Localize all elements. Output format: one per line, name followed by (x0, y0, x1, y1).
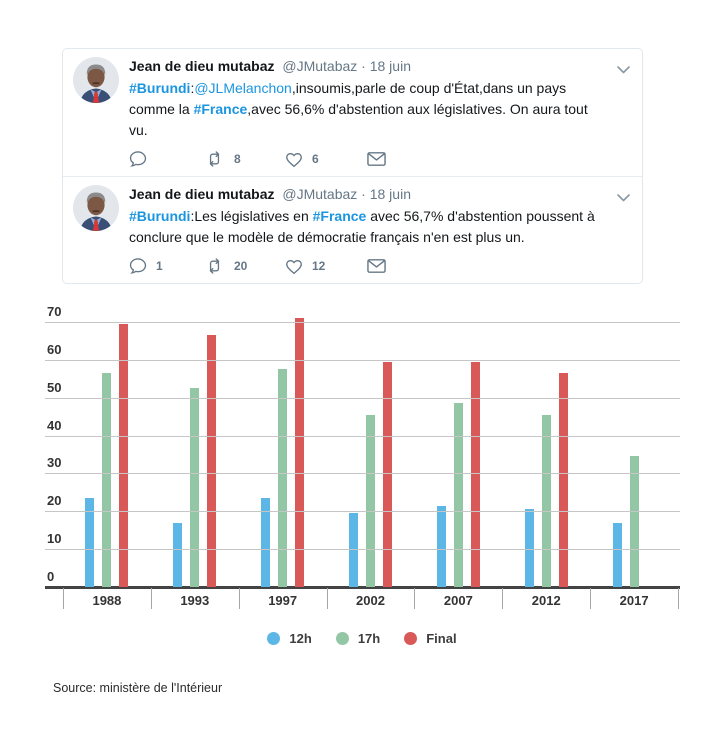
y-axis-tick-label: 60 (47, 341, 62, 357)
x-axis-tick-label: 2002 (356, 593, 385, 608)
envelope-icon (367, 151, 386, 167)
envelope-icon (367, 258, 386, 274)
bar-chart-plot-area (45, 304, 680, 587)
y-axis-tick-label: 10 (47, 531, 62, 547)
legend-label: 12h (289, 631, 312, 646)
avatar[interactable] (73, 57, 119, 103)
bar-12h-1993 (173, 523, 182, 587)
tweet-text-segment: avec 56,7% d'abstention poussent à conclure que le modèle de démocratie français n'en est plus un. (129, 208, 595, 245)
y-axis-tick-label: 50 (47, 379, 62, 395)
gridline (45, 398, 680, 399)
tweet-card-2[interactable] (63, 177, 642, 283)
bar-17h-2017 (630, 456, 639, 587)
x-axis-tick-label: 2007 (443, 593, 473, 608)
tweet-author-name[interactable]: Jean de dieu mutabaz (129, 186, 275, 202)
reply-button[interactable] (129, 150, 204, 168)
tweet-header (129, 57, 608, 76)
bar-12h-2007 (437, 506, 446, 587)
gridline (45, 322, 680, 323)
bar-17h-1988 (102, 373, 111, 587)
gridline (45, 360, 680, 361)
tweet-text-segment: : (190, 80, 195, 96)
tweet-text-segment: :Les législatives en (190, 208, 313, 224)
legend-dot-icon (267, 632, 280, 645)
hashtag-link[interactable]: #France (193, 101, 248, 117)
bar-12h-2017 (613, 523, 622, 587)
reply-icon (129, 257, 147, 275)
bar-17h-2002 (366, 415, 375, 587)
heart-icon (285, 151, 303, 168)
y-axis-tick-label: 0 (47, 569, 55, 584)
y-axis-tick-label: 20 (47, 493, 62, 509)
x-axis-labels (63, 593, 678, 608)
y-axis-tick-label: 30 (47, 455, 62, 471)
chart-source: Source: ministère de l'Intérieur (53, 681, 223, 695)
legend-item-final (404, 631, 456, 646)
x-axis-tick-label: 1997 (268, 593, 298, 608)
retweet-count: 8 (234, 152, 241, 166)
hashtag-link[interactable]: #Burundi (129, 80, 191, 96)
retweet-button[interactable] (204, 150, 285, 168)
chart-legend (0, 631, 724, 646)
like-button[interactable] (285, 258, 367, 275)
reply-button[interactable] (129, 257, 204, 275)
legend-dot-icon (336, 632, 349, 645)
legend-dot-icon (404, 632, 417, 645)
bar-17h-1997 (278, 369, 287, 587)
retweet-icon (204, 150, 225, 168)
reply-count: 1 (156, 259, 163, 273)
mention-link[interactable]: @JLMelanchon (194, 80, 292, 96)
gridline (45, 549, 680, 550)
retweet-count: 20 (234, 259, 248, 273)
bars-area (63, 322, 678, 587)
tweet-handle-date[interactable]: @JMutabaz · 18 juin (282, 186, 411, 202)
avatar-illustration (73, 57, 119, 103)
direct-message-button[interactable] (367, 258, 386, 274)
tweet-author-name[interactable]: Jean de dieu mutabaz (129, 58, 275, 74)
bar-final-1997 (295, 318, 304, 587)
gridline (45, 436, 680, 437)
tweet-text (129, 206, 608, 248)
gridline (45, 473, 680, 474)
retweet-button[interactable] (204, 257, 285, 275)
x-axis-tick-label: 2017 (619, 593, 649, 608)
bar-final-1988 (119, 324, 128, 587)
like-count: 12 (312, 259, 326, 273)
y-axis-tick-label: 70 (47, 304, 62, 319)
x-axis-tick-label: 1993 (180, 593, 210, 608)
bar-17h-1993 (190, 388, 199, 587)
like-count: 6 (312, 152, 319, 166)
bar-group-1997 (239, 322, 327, 587)
hashtag-link[interactable]: #France (312, 208, 367, 224)
x-axis-tick-label: 2012 (531, 593, 561, 608)
x-axis-tick (678, 588, 679, 609)
tweet-list (62, 48, 643, 284)
gridline (45, 511, 680, 512)
bar-group-2007 (414, 322, 502, 587)
bar-group-2012 (502, 322, 590, 587)
like-button[interactable] (285, 151, 367, 168)
tweet-handle-date[interactable]: @JMutabaz · 18 juin (282, 58, 411, 74)
bar-group-1993 (151, 322, 239, 587)
tweet-text-segment: ,insoumis,parle de coup d'État,dans un pays comme la (129, 80, 567, 117)
avatar-illustration (73, 185, 119, 231)
bar-final-2012 (559, 373, 568, 587)
heart-icon (285, 258, 303, 275)
tweet-menu-chevron-down-icon[interactable] (617, 189, 630, 207)
legend-label: Final (426, 631, 457, 646)
tweet-text (129, 78, 608, 141)
direct-message-button[interactable] (367, 151, 386, 167)
tweet-header (129, 185, 608, 204)
tweet-card-1[interactable] (63, 49, 642, 177)
legend-item-17h (336, 631, 380, 646)
x-axis-tick-label: 1988 (92, 593, 122, 608)
legend-item-12h (267, 631, 311, 646)
hashtag-link[interactable]: #Burundi (129, 208, 191, 224)
tweet-actions (129, 257, 630, 275)
legend-label: 17h (357, 631, 381, 646)
tweet-menu-chevron-down-icon[interactable] (617, 61, 630, 79)
avatar[interactable] (73, 185, 119, 231)
bar-group-1988 (63, 322, 151, 587)
retweet-icon (204, 257, 225, 275)
reply-icon (129, 150, 147, 168)
y-axis-tick-label: 40 (47, 417, 62, 433)
bar-17h-2012 (542, 415, 551, 587)
tweet-text-segment: ,avec 56,6% d'abstention aux législatives. On aura tout vu. (129, 101, 588, 138)
tweet-actions (129, 150, 630, 168)
bar-group-2017 (590, 322, 678, 587)
bar-group-2002 (327, 322, 415, 587)
bar-17h-2007 (454, 403, 463, 587)
